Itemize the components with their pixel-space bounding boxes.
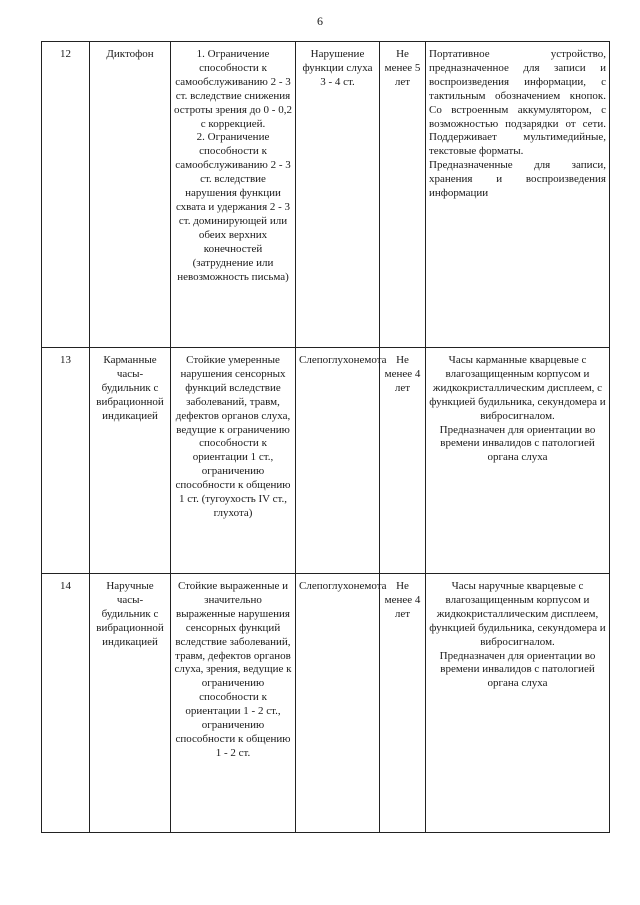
disease-cell: Слепоглухонемота <box>296 574 380 833</box>
description-cell <box>426 574 610 833</box>
table-row <box>42 574 610 833</box>
term-cell: Не менее 4 лет <box>380 348 426 574</box>
row-number: 13 <box>42 348 90 574</box>
table-row <box>42 42 610 348</box>
disease-cell: Слепоглухонемота <box>296 348 380 574</box>
description-text: Портативное устройство, предназначенное для записи и воспроизведения информации, с тактильным обозначением кнопок. Со встроенным аккумулятором, с возможностью подзарядки от сети. Поддерживает мультимедийные, текстовые форматы. <box>429 48 606 158</box>
row-number: 14 <box>42 574 90 833</box>
indications-cell <box>171 348 296 574</box>
devices-table <box>41 41 610 833</box>
device-name: Наручные часы-будильник с вибрационной индикацией <box>90 574 171 833</box>
term-cell: Не менее 4 лет <box>380 574 426 833</box>
device-name: Карманные часы-будильник с вибрационной индикацией <box>90 348 171 574</box>
indications-cell <box>171 574 296 833</box>
disease-cell: Нарушение функции слуха 3 - 4 ст. <box>296 42 380 348</box>
description-text: Предназначен для ориентации во времени инвалидов с патологией органа слуха <box>439 423 596 464</box>
indication-text: Стойкие умеренные нарушения сенсорных функций вследствие заболеваний, травм, дефектов органов слуха, ведущие к ограничению способности к ориентации 1 ст., ограничению способности к общению 1 ст. (тугоухость IV ст., глухота) <box>175 354 291 519</box>
table-row <box>42 348 610 574</box>
description-text: Часы карманные кварцевые с влагозащищенным корпусом и жидкокристаллическим дисплеем, с функцией будильника, секундомера и вибросигналом. <box>429 354 606 422</box>
indications-cell <box>171 42 296 348</box>
term-cell: Не менее 5 лет <box>380 42 426 348</box>
indication-text: 1. Ограничение способности к самообслуживанию 2 - 3 ст. вследствие снижения остроты зрения до 0 - 0,2 с коррекцией. <box>174 48 292 130</box>
description-cell <box>426 42 610 348</box>
device-name: Диктофон <box>90 42 171 348</box>
description-text: Предназначенные для записи, хранения и воспроизведения информации <box>429 159 606 200</box>
page-number: 6 <box>317 14 323 28</box>
indication-text: Стойкие выраженные и значительно выраженные нарушения сенсорных функций вследствие заболеваний, травм, дефектов органов слуха, зрения, ведущие к ограничению способности к ориентации 1 - 2 ст., ограничению способности к общению 1 - 2 ст. <box>174 580 292 759</box>
description-cell <box>426 348 610 574</box>
description-text: Часы наручные кварцевые с влагозащищенным корпусом и жидкокристаллическим дисплеем, функцией будильника, секундомера и вибросигналом. <box>429 580 606 648</box>
indication-text: 2. Ограничение способности к самообслуживанию 2 - 3 ст. вследствие нарушения функции схвата и удержания 2 - 3 ст. доминирующей или обеих верхних конечностей (затруднение или невозможность письма) <box>175 131 291 283</box>
description-text: Предназначен для ориентации во времени инвалидов с патологией органа слуха <box>439 649 596 690</box>
row-number: 12 <box>42 42 90 348</box>
